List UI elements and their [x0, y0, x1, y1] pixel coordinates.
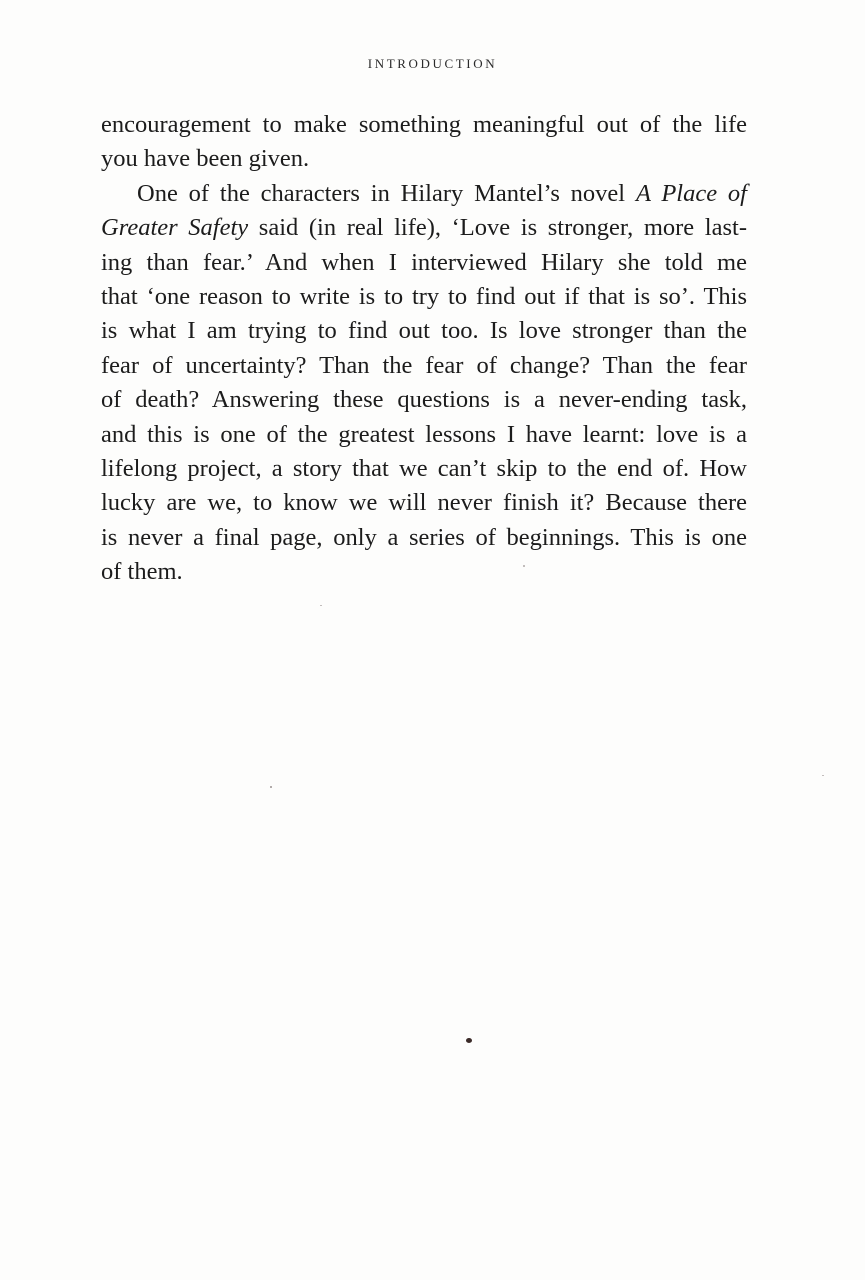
body-text — [101, 108, 747, 589]
text-line: is never a final page, only a series of beginnings. This is one — [101, 523, 747, 551]
ink-speck — [523, 565, 525, 567]
text-line: you have been given. — [101, 145, 310, 173]
ink-speck — [320, 605, 322, 606]
text-line: fear of uncertainty? Than the fear of change? Than the fear — [101, 351, 747, 379]
text-run: One of the characters in Hilary Mantel’s novel — [137, 179, 636, 207]
book-title-italic: Greater Safety — [101, 214, 249, 242]
ink-speck — [466, 1038, 472, 1043]
running-head: INTRODUCTION — [367, 56, 498, 71]
text-line: ing than fear.’ And when I interviewed Hilary she told me — [101, 248, 747, 276]
text-line: is what I am trying to find out too. Is love stronger than the — [101, 317, 747, 345]
book-title-italic: A Place of — [635, 179, 747, 207]
text-line: that ‘one reason to write is to try to find out if that is so’. This — [101, 282, 747, 310]
text-line: of them. — [101, 558, 183, 586]
paragraph-1 — [101, 108, 747, 177]
text-line — [101, 211, 747, 245]
ink-speck — [822, 775, 824, 776]
text-line: encouragement to make something meaningful out of the life — [101, 111, 747, 138]
text-line: and this is one of the greatest lessons I have learnt: love is a — [101, 420, 747, 448]
text-line: lifelong project, a story that we can’t skip to the end of. How — [101, 454, 747, 482]
text-run: said (in real life), ‘Love is stronger, more last- — [248, 214, 747, 242]
paragraph-2 — [101, 177, 747, 590]
text-line: lucky are we, to know we will never finish it? Because there — [101, 489, 747, 517]
text-line — [101, 177, 747, 211]
text-line: of death? Answering these questions is a never-ending task, — [101, 386, 747, 414]
ink-speck — [270, 786, 272, 788]
